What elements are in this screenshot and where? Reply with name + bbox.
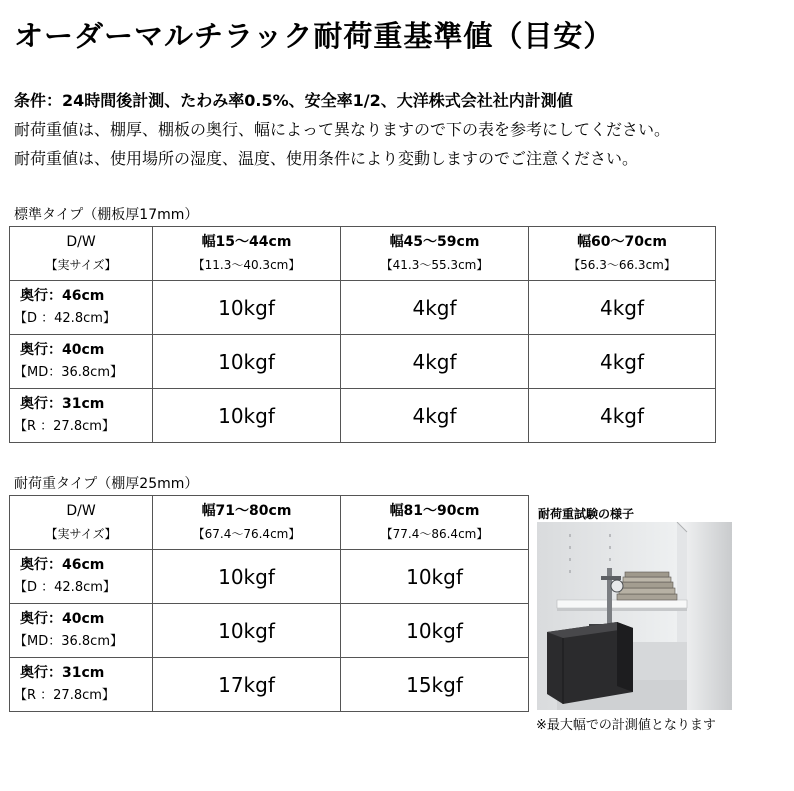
row-label [10, 550, 153, 604]
table2-corner-cell [10, 496, 153, 550]
row-depth: 奥行：46cm [20, 288, 105, 304]
table-row [10, 658, 529, 712]
col-actual: 【56.3〜66.3cm】 [568, 258, 676, 272]
photo-caption: 耐荷重試験の様子 [538, 507, 635, 521]
row-depth: 奥行：46cm [20, 557, 105, 573]
row-label [10, 389, 153, 443]
col-actual: 【11.3〜40.3cm】 [192, 258, 301, 272]
load-value: 15kgf [341, 658, 529, 712]
corner-dw: D/W [66, 234, 96, 250]
load-value: 17kgf [153, 658, 341, 712]
heavy-load-table [9, 495, 529, 712]
load-test-photo [537, 522, 732, 710]
standard-load-table [9, 226, 716, 443]
table2-col-header [153, 496, 341, 550]
row-label [10, 658, 153, 712]
table1-caption: 標準タイプ（棚板厚17mm） [14, 207, 199, 223]
row-depth: 奥行：40cm [20, 611, 105, 627]
row-depth: 奥行：31cm [20, 396, 105, 412]
load-value: 10kgf [153, 281, 341, 335]
note-line-2: 耐荷重値は、使用場所の湿度、温度、使用条件により変動しますのでご注意ください。 [14, 149, 639, 168]
load-value: 4kgf [529, 389, 716, 443]
corner-dw: D/W [66, 503, 96, 519]
table-row [10, 281, 716, 335]
load-value: 4kgf [529, 281, 716, 335]
note-line-1: 耐荷重値は、棚厚、棚板の奥行、幅によって異なりますので下の表を参考にしてください。 [14, 120, 671, 139]
table1-col-header [341, 227, 529, 281]
col-actual: 【67.4〜76.4cm】 [192, 527, 301, 541]
table1-col-header [153, 227, 341, 281]
load-value: 10kgf [341, 604, 529, 658]
col-actual: 【77.4〜86.4cm】 [380, 527, 489, 541]
load-value: 4kgf [341, 389, 529, 443]
load-value: 10kgf [153, 550, 341, 604]
row-label [10, 604, 153, 658]
page-title: オーダーマルチラック耐荷重基準値（目安） [14, 19, 614, 53]
row-actual: 【R ：27.8cm】 [14, 688, 115, 703]
col-width: 幅60〜70cm [577, 234, 667, 250]
photo-note: ※最大幅での計測値となります [536, 718, 716, 733]
table-row [10, 335, 716, 389]
load-value: 4kgf [529, 335, 716, 389]
row-label [10, 335, 153, 389]
test-conditions: 条件：24時間後計測、たわみ率0.5%、安全率1/2、大洋株式会社社内計測値 [14, 91, 573, 110]
row-actual: 【MD：36.8cm】 [14, 365, 123, 380]
col-width: 幅45〜59cm [389, 234, 480, 250]
col-actual: 【41.3〜55.3cm】 [380, 258, 489, 272]
load-value: 10kgf [341, 550, 529, 604]
corner-actual: 【実サイズ】 [45, 527, 117, 541]
table-row [10, 550, 529, 604]
row-depth: 奥行：31cm [20, 665, 105, 681]
load-value: 10kgf [153, 604, 341, 658]
load-value: 10kgf [153, 335, 341, 389]
row-actual: 【MD：36.8cm】 [14, 634, 123, 649]
row-actual: 【D ：42.8cm】 [14, 311, 116, 326]
table1-corner-cell [10, 227, 153, 281]
table2-caption: 耐荷重タイプ（棚厚25mm） [14, 476, 199, 492]
load-value: 4kgf [341, 335, 529, 389]
row-actual: 【R ：27.8cm】 [14, 419, 115, 434]
row-label [10, 281, 153, 335]
load-value: 4kgf [341, 281, 529, 335]
col-width: 幅71〜80cm [201, 503, 292, 519]
row-actual: 【D ：42.8cm】 [14, 580, 116, 595]
corner-actual: 【実サイズ】 [45, 258, 117, 272]
table-row [10, 604, 529, 658]
table2-col-header [341, 496, 529, 550]
load-value: 10kgf [153, 389, 341, 443]
col-width: 幅81〜90cm [389, 503, 480, 519]
table1-col-header [529, 227, 716, 281]
table2-header-row [10, 496, 529, 550]
table-row [10, 389, 716, 443]
table1-header-row [10, 227, 716, 281]
row-depth: 奥行：40cm [20, 342, 105, 358]
col-width: 幅15〜44cm [201, 234, 292, 250]
